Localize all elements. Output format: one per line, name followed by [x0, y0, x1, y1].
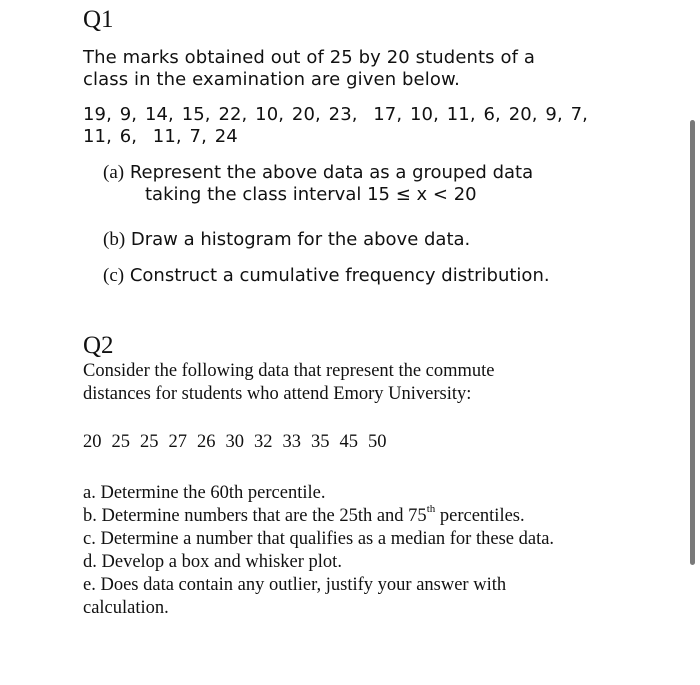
q1-marks-line-1: 19, 9, 14, 15, 22, 10, 20, 23, 17, 10, 11, 6, 20, 9, 7,: [83, 104, 589, 125]
q1-part-b-text: Draw a histogram for the above data.: [130, 229, 471, 250]
q2-intro-line-1: Consider the following data that represent the commute: [83, 361, 495, 381]
q1-intro: [83, 47, 535, 91]
q2-distance-value: 20: [83, 432, 102, 452]
q2-distance-value: 45: [339, 432, 358, 452]
q1-intro-line-2: class in the examination are given below.: [83, 69, 460, 90]
q2-item-b-text: b. Determine numbers that are the 25th and 75: [83, 506, 427, 526]
q2-distance-value: 30: [225, 432, 244, 452]
q2-intro: [83, 360, 495, 406]
q1-part-a-line-2: taking the class interval 15 ≤ x < 20: [145, 184, 477, 205]
q2-heading: Q2: [83, 332, 114, 359]
q1-heading: Q1: [83, 6, 114, 33]
q1-intro-line-1: The marks obtained out of 25 by 20 students of a: [83, 47, 535, 68]
q2-distance-data: [83, 431, 397, 454]
q2-item-b: [83, 502, 554, 528]
q2-distance-value: 35: [311, 432, 330, 452]
q2-item-e-line-1: e. Does data contain any outlier, justify your answer with: [83, 575, 507, 595]
q2-distance-value: 25: [111, 432, 130, 452]
q2-distance-value: 50: [368, 432, 387, 452]
q1-marks-line-2: 11, 6, 11, 7, 24: [83, 126, 238, 147]
q2-distance-value: 32: [254, 432, 273, 452]
q1-part-c-text: Construct a cumulative frequency distribution.: [129, 265, 550, 286]
q1-part-a-line-1: Represent the above data as a grouped data: [129, 162, 534, 183]
q1-part-b-tag: (b): [103, 229, 126, 250]
q2-item-b-superscript: th: [426, 502, 436, 515]
q2-question-list: [83, 482, 554, 620]
q2-item-a: a. Determine the 60th percentile.: [83, 483, 326, 503]
vertical-scrollbar[interactable]: [690, 120, 695, 565]
q2-distance-value: 33: [282, 432, 301, 452]
q1-part-c-tag: (c): [103, 265, 125, 286]
q2-distance-value: 27: [168, 432, 187, 452]
q1-part-a-tag: (a): [103, 162, 125, 183]
q2-distance-value: 25: [140, 432, 159, 452]
q2-intro-line-2: distances for students who attend Emory University:: [83, 384, 472, 404]
q2-distance-value: 26: [197, 432, 216, 452]
q2-item-b-suffix: percentiles.: [435, 506, 525, 526]
q2-item-d: d. Develop a box and whisker plot.: [83, 552, 342, 572]
q1-part-b: [103, 229, 470, 251]
q1-part-c: [103, 265, 550, 287]
q1-marks-data: [83, 104, 588, 148]
q2-item-c: c. Determine a number that qualifies as a median for these data.: [83, 529, 555, 549]
q1-part-a: [103, 162, 533, 206]
q2-item-e-line-2: calculation.: [83, 598, 169, 618]
